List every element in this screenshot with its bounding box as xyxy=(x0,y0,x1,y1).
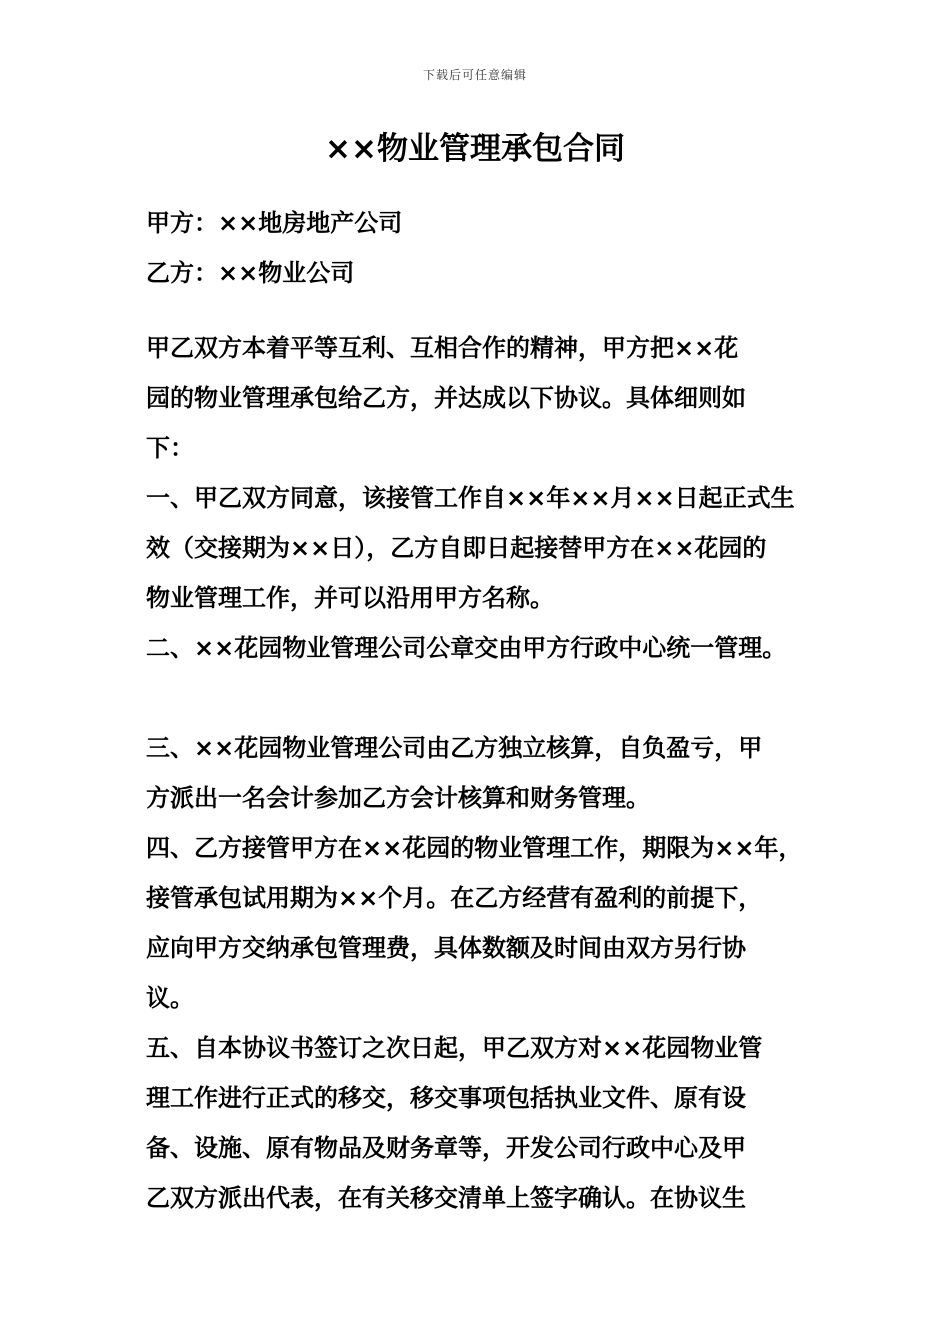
body-line: 五、自本协议书签订之次日起，甲乙双方对××花园物业管 xyxy=(146,1034,763,1062)
party-a: 甲方：××地房地产公司 xyxy=(146,209,403,237)
header-note: 下载后可任意编辑 xyxy=(422,68,527,82)
body-line: 接管承包试用期为××个月。在乙方经营有盈利的前提下， xyxy=(146,884,763,912)
body-line: 四、乙方接管甲方在××花园的物业管理工作，期限为××年， xyxy=(146,834,803,862)
body-line: 甲乙双方本着平等互利、互相合作的精神，甲方把××花 xyxy=(146,334,739,362)
body-line: 物业管理工作，并可以沿用甲方名称。 xyxy=(146,584,554,612)
body-line: 园的物业管理承包给乙方，并达成以下协议。具体细则如 xyxy=(146,384,746,412)
body-line: 方派出一名会计参加乙方会计核算和财务管理。 xyxy=(146,784,650,812)
body-line: 一、甲乙双方同意，该接管工作自××年××月××日起正式生 xyxy=(146,484,795,512)
document-title: ××物业管理承包合同 xyxy=(325,131,625,167)
body-line: 三、××花园物业管理公司由乙方独立核算，自负盈亏，甲 xyxy=(146,734,763,762)
party-b: 乙方：××物业公司 xyxy=(146,259,355,287)
body-line: 备、设施、原有物品及财务章等，开发公司行政中心及甲 xyxy=(146,1134,746,1162)
body-line: 议。 xyxy=(146,984,194,1012)
body-line: 二、××花园物业管理公司公章交由甲方行政中心统一管理。 xyxy=(146,634,787,662)
body-line: 应向甲方交纳承包管理费，具体数额及时间由双方另行协 xyxy=(146,934,746,962)
body-line: 效（交接期为××日），乙方自即日起接替甲方在××花园的 xyxy=(146,534,767,562)
body-line: 理工作进行正式的移交，移交事项包括执业文件、原有设 xyxy=(146,1084,746,1112)
body-line: 乙双方派出代表，在有关移交清单上签字确认。在协议生 xyxy=(146,1184,746,1212)
body-line: 下： xyxy=(146,434,194,462)
